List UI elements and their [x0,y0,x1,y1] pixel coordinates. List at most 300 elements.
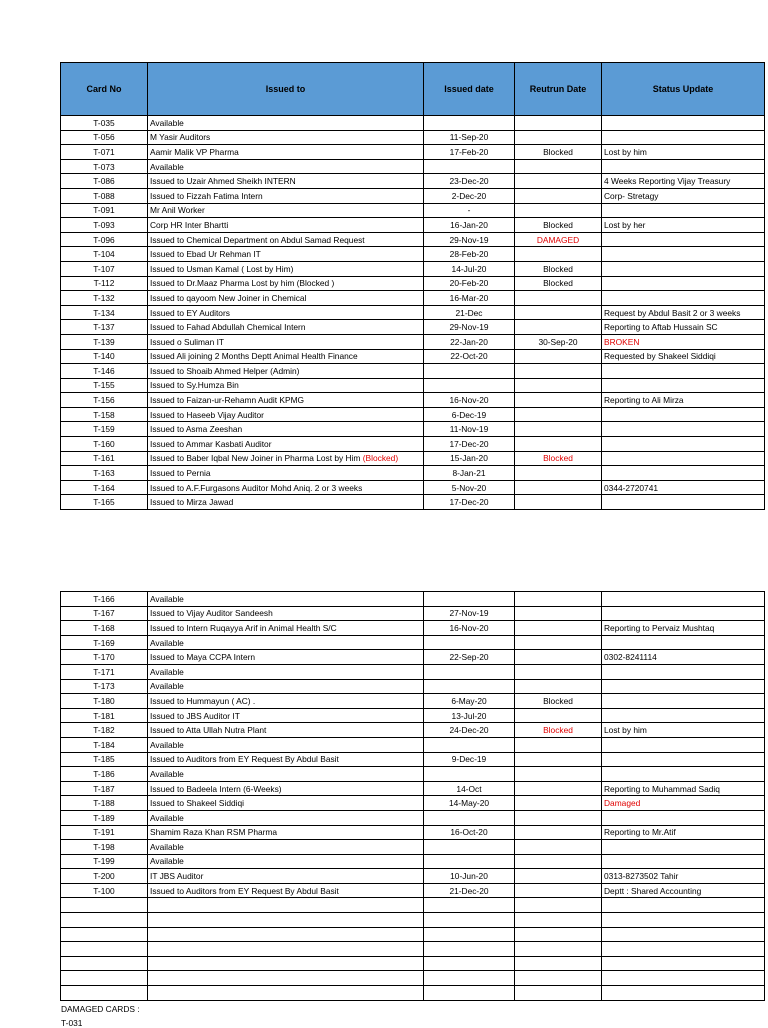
table-row [61,825,765,840]
return-date-cell [515,188,602,203]
issued-date-cell [424,232,515,247]
return-date-cell [515,393,602,408]
status-cell [602,752,765,767]
table-row [61,232,765,247]
status-cell [602,174,765,189]
return-date-cell [515,854,602,869]
card-no-cell [61,898,148,913]
card-no-cell [61,840,148,855]
issued-to-cell [148,767,424,782]
return-date-cell [515,971,602,986]
return-date-cell [515,708,602,723]
card-no-cell [61,145,148,160]
card-no-cell [61,942,148,957]
card-no-cell [61,971,148,986]
issued-date-cell [424,364,515,379]
return-date-cell [515,883,602,898]
return-date-cell [515,437,602,452]
card-no-cell [61,956,148,971]
issued-to-cell [148,883,424,898]
card-no-cell-text: T-182 [93,725,115,736]
card-no-cell-text: T-164 [93,482,115,493]
status-cell [602,694,765,709]
return-date-cell-text: DAMAGED [536,234,580,245]
table-row [61,305,765,320]
status-cell [602,913,765,928]
table-row [61,407,765,422]
issued-to-cell-text: Mr Anil Worker [150,205,205,216]
damaged-cards-title: DAMAGED CARDS : [61,1004,140,1014]
card-no-cell [61,767,148,782]
issued-to-cell [148,694,424,709]
return-date-cell-text: Blocked [543,219,573,230]
issued-date-cell [424,606,515,621]
issued-date-cell [424,334,515,349]
status-cell [602,840,765,855]
issued-date-cell [424,291,515,306]
table-row [61,116,765,131]
issued-to-cell-text: Available [150,593,184,604]
status-cell-text: Requested by Shakeel Siddiqi [604,351,716,362]
return-date-cell-text: 30-Sep-20 [538,336,578,347]
issued-date-cell-text: 21-Dec [455,307,483,318]
return-date-cell [515,334,602,349]
card-no-cell [61,203,148,218]
status-cell [602,971,765,986]
card-no-cell-text: T-091 [93,205,115,216]
card-no-cell-text: T-170 [93,652,115,663]
issued-to-cell [148,116,424,131]
status-cell [602,393,765,408]
card-no-cell [61,796,148,811]
status-cell-text: 0302-8241114 [604,652,657,663]
issued-date-cell-text: 11-Sep-20 [449,132,489,143]
table-row [61,708,765,723]
status-cell [602,650,765,665]
return-date-cell [515,247,602,262]
table-row [61,723,765,738]
issued-to-cell-text: Issued to qayoom New Joiner in Chemical [150,292,307,303]
issued-date-cell [424,898,515,913]
card-no-cell-text: T-035 [93,117,115,128]
card-no-cell [61,276,148,291]
issued-date-cell-text: 15-Jan-20 [450,453,488,464]
card-no-cell [61,159,148,174]
card-no-cell-text: T-167 [93,608,115,619]
card-no-cell-text: T-104 [93,249,115,260]
issued-to-cell-text: Issued to Badeela Intern (6-Weeks) [150,783,282,794]
return-date-cell [515,218,602,233]
issued-to-cell-text: Available [150,117,184,128]
status-cell [602,203,765,218]
card-no-cell-text: T-093 [93,219,115,230]
table-row [61,592,765,607]
status-cell [602,854,765,869]
table-row [61,203,765,218]
return-date-cell [515,261,602,276]
card-no-cell-text: T-112 [93,278,115,289]
issued-to-cell-text: Available [150,739,184,750]
issued-to-cell-text: Issued to Chemical Department on Abdul Samad Request [150,234,365,245]
table-row [61,883,765,898]
issued-date-cell [424,621,515,636]
issued-date-cell-text: 16-Jan-20 [450,219,488,230]
issued-to-cell [148,810,424,825]
card-no-cell [61,825,148,840]
card-no-cell-text: T-107 [93,263,115,274]
issued-to-cell-text: Available [150,768,184,779]
card-no-cell [61,781,148,796]
return-date-cell [515,276,602,291]
status-cell [602,723,765,738]
return-date-cell-text: Blocked [543,695,573,706]
card-no-cell [61,708,148,723]
issued-to-cell-text: Issued to Uzair Ahmed Sheikh INTERN [150,176,296,187]
return-date-cell [515,810,602,825]
table-row [61,752,765,767]
issued-date-cell [424,956,515,971]
table-row [61,606,765,621]
card-table-2 [60,591,765,1001]
issued-to-cell-text: Issued to Dr.Maaz Pharma Lost by him (Blocked ) [150,278,335,289]
issued-date-cell [424,913,515,928]
return-date-cell [515,694,602,709]
table-row [61,679,765,694]
return-date-cell [515,956,602,971]
card-no-cell-text: T-160 [93,438,115,449]
card-no-cell [61,247,148,262]
card-no-cell-text: T-187 [93,783,115,794]
table-row [61,810,765,825]
card-no-cell [61,752,148,767]
issued-date-cell [424,825,515,840]
issued-date-cell-text: 14-May-20 [448,798,490,809]
status-cell-text: 4 Weeks Reporting Vijay Treasury [604,176,731,187]
issued-date-cell [424,971,515,986]
table-row [61,437,765,452]
issued-date-cell-text: 17-Dec-20 [449,438,489,449]
status-cell [602,621,765,636]
issued-to-cell [148,174,424,189]
table-row [61,913,765,928]
card-no-cell-text: T-185 [93,754,115,765]
issued-date-cell-text: 13-Jul-20 [451,710,487,721]
issued-to-cell [148,305,424,320]
status-cell [602,130,765,145]
card-no-cell [61,451,148,466]
issued-date-cell-text: 14-Jul-20 [451,263,487,274]
issued-date-cell [424,869,515,884]
card-no-cell-text: T-163 [93,468,115,479]
status-cell [602,145,765,160]
issued-date-cell [424,883,515,898]
header-issued-date: Issued date [424,63,515,116]
status-cell [602,378,765,393]
issued-date-cell [424,737,515,752]
issued-to-cell [148,796,424,811]
issued-to-cell-text: Issued to Pernia [150,468,211,479]
issued-to-cell [148,854,424,869]
status-cell-text: Reporting to Aftab Hussain SC [604,322,718,333]
issued-to-cell-text: Issued to Ammar Kasbati Auditor [150,438,272,449]
card-no-cell [61,854,148,869]
issued-to-cell [148,737,424,752]
table-row [61,495,765,510]
table-row [61,159,765,174]
return-date-cell [515,606,602,621]
return-date-cell-text: Blocked [543,453,573,464]
card-no-cell [61,869,148,884]
status-cell-text: Damaged [604,798,641,809]
issued-date-cell [424,393,515,408]
return-date-cell [515,159,602,174]
return-date-cell-text: Blocked [543,725,573,736]
status-cell [602,276,765,291]
card-no-cell [61,480,148,495]
status-cell [602,664,765,679]
issued-to-cell [148,971,424,986]
issued-to-cell-text: Issued to EY Auditors [150,307,230,318]
header-return-date: Reutrun Date [515,63,602,116]
card-no-cell [61,986,148,1001]
table-row [61,694,765,709]
status-cell [602,869,765,884]
table-row [61,927,765,942]
issued-date-cell [424,145,515,160]
card-no-cell-text: T-184 [93,739,115,750]
status-cell [602,291,765,306]
issued-date-cell [424,694,515,709]
issued-to-cell [148,592,424,607]
status-cell-text: Reporting to Muhammad Sadiq [604,783,720,794]
status-cell [602,261,765,276]
issued-date-cell-text: 16-Oct-20 [450,827,488,838]
card-table-1 [60,62,765,510]
issued-date-cell [424,305,515,320]
status-cell-text: Lost by him [604,725,647,736]
return-date-cell-text: Blocked [543,146,573,157]
table-row [61,145,765,160]
issued-date-cell [424,752,515,767]
issued-date-cell-text: 29-Nov-19 [449,322,489,333]
status-cell [602,466,765,481]
card-no-cell [61,913,148,928]
status-cell [602,942,765,957]
issued-date-cell [424,679,515,694]
issued-date-cell-text: 6-Dec-19 [451,409,487,420]
issued-to-cell-text: Corp HR Inter Bhartti [150,219,229,230]
return-date-cell [515,378,602,393]
issued-to-cell [148,635,424,650]
return-date-cell [515,942,602,957]
status-cell-text: BROKEN [604,336,640,347]
issued-date-cell [424,116,515,131]
return-date-cell [515,305,602,320]
status-cell [602,320,765,335]
header-row [61,63,765,116]
table-row [61,188,765,203]
table-row [61,364,765,379]
status-cell [602,927,765,942]
return-date-cell [515,898,602,913]
card-no-cell [61,422,148,437]
issued-date-cell [424,854,515,869]
issued-to-cell-text: Issued to Baber Iqbal New Joiner in Pharma Lost by Him [150,453,361,464]
issued-date-cell [424,159,515,174]
card-no-cell [61,261,148,276]
issued-to-cell [148,986,424,1001]
issued-to-cell [148,188,424,203]
card-no-cell-text: T-186 [93,768,115,779]
status-cell [602,188,765,203]
issued-to-cell-text: Issued to Hummayun ( AC) . [150,695,256,706]
return-date-cell [515,650,602,665]
card-no-cell [61,334,148,349]
issued-date-cell [424,466,515,481]
issued-to-cell-text: Available [150,681,184,692]
issued-to-cell [148,650,424,665]
issued-to-cell-text: Issued to Asma Zeeshan [150,424,243,435]
card-no-cell-text: T-181 [93,710,115,721]
status-cell [602,796,765,811]
card-no-cell-text: T-134 [93,307,115,318]
card-no-cell [61,650,148,665]
issued-to-cell [148,752,424,767]
return-date-cell-text: Blocked [543,263,573,274]
issued-to-cell [148,130,424,145]
table-row [61,334,765,349]
status-cell [602,986,765,1001]
return-date-cell [515,767,602,782]
header-issued-to: Issued to [148,63,424,116]
issued-to-cell-text: Aamir Malik VP Pharma [150,146,239,157]
card-no-cell [61,927,148,942]
card-no-cell [61,320,148,335]
issued-date-cell [424,422,515,437]
status-cell [602,422,765,437]
issued-date-cell [424,708,515,723]
issued-to-cell [148,942,424,957]
issued-to-cell [148,261,424,276]
status-cell [602,159,765,174]
status-cell [602,349,765,364]
card-no-cell [61,218,148,233]
card-no-cell-text: T-088 [93,190,115,201]
issued-date-cell-text: 28-Feb-20 [449,249,489,260]
issued-date-cell-text: 21-Dec-20 [449,885,489,896]
card-no-cell-text: T-180 [93,695,115,706]
table-row [61,320,765,335]
return-date-cell [515,320,602,335]
return-date-cell [515,422,602,437]
issued-to-cell [148,606,424,621]
card-no-cell [61,883,148,898]
issued-to-cell [148,203,424,218]
issued-to-cell [148,159,424,174]
issued-date-cell [424,130,515,145]
table-row [61,869,765,884]
header-status-update: Status Update [602,63,765,116]
issued-to-cell-text: Available [150,856,184,867]
status-cell [602,480,765,495]
issued-to-cell [148,378,424,393]
issued-date-cell-text: 6-May-20 [451,695,487,706]
return-date-cell [515,174,602,189]
status-cell [602,247,765,262]
status-cell-text: Reporting to Ali Mirza [604,395,684,406]
status-cell [602,495,765,510]
issued-to-cell-text: Issued to Ebad Ur Rehman IT [150,249,261,260]
status-cell [602,737,765,752]
issued-date-cell-text: 5-Nov-20 [451,482,487,493]
card-no-cell [61,466,148,481]
card-no-cell [61,407,148,422]
card-no-cell-text: T-137 [93,322,115,333]
card-no-cell-text: T-161 [93,453,115,464]
issued-date-cell-text: 11-Nov-19 [449,424,489,435]
table-row [61,261,765,276]
issued-date-cell [424,796,515,811]
table-row [61,130,765,145]
status-cell-text: Deptt : Shared Accounting [604,885,702,896]
table-row [61,796,765,811]
card-no-cell [61,378,148,393]
table-row [61,854,765,869]
return-date-cell [515,495,602,510]
card-no-cell-text: T-073 [93,161,115,172]
return-date-cell [515,232,602,247]
table-row [61,986,765,1001]
issued-to-cell [148,956,424,971]
return-date-cell [515,621,602,636]
return-date-cell [515,840,602,855]
card-no-cell-text: T-086 [93,176,115,187]
issued-date-cell [424,174,515,189]
table-row [61,737,765,752]
return-date-cell [515,796,602,811]
issued-date-cell-text: 22-Jan-20 [450,336,488,347]
card-no-cell [61,679,148,694]
issued-date-cell [424,942,515,957]
card-no-cell-text: T-169 [93,637,115,648]
card-no-cell-text: T-173 [93,681,115,692]
table-row [61,247,765,262]
issued-date-cell [424,247,515,262]
card-no-cell [61,393,148,408]
card-no-cell [61,437,148,452]
issued-to-cell-text: Issued to Fizzah Fatima Intern [150,190,263,201]
issued-to-cell-text: Issued to Mirza Jawad [150,497,234,508]
table-row [61,781,765,796]
issued-date-cell [424,437,515,452]
issued-to-cell-text: Issued to Haseeb Vijay Auditor [150,409,264,420]
issued-to-cell [148,232,424,247]
card-no-cell [61,621,148,636]
card-no-cell [61,130,148,145]
issued-to-cell [148,407,424,422]
status-cell [602,232,765,247]
issued-date-cell [424,451,515,466]
issued-date-cell [424,495,515,510]
issued-to-cell [148,451,424,466]
return-date-cell [515,349,602,364]
table-row [61,650,765,665]
return-date-cell [515,364,602,379]
card-no-cell [61,810,148,825]
status-cell [602,451,765,466]
issued-date-cell-text: 20-Feb-20 [449,278,489,289]
issued-to-cell-text: Available [150,666,184,677]
